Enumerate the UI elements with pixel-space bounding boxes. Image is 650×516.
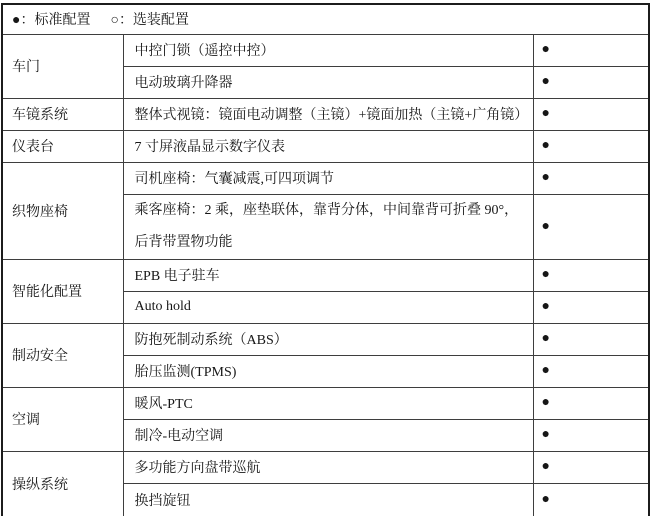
table-row	[2, 259, 649, 291]
feature-cell: 整体式视镜：镜面电动调整（主镜）+镜面加热（主镜+广角镜）	[123, 98, 533, 130]
feature-cell: 换挡旋钮	[123, 483, 533, 516]
table-row	[2, 34, 649, 66]
feature-text-line1: 乘客座椅：2 乘，座垫联体，靠背分体，中间靠背可折叠 90°，	[134, 202, 519, 218]
standard-marker-cell	[533, 34, 649, 66]
standard-marker-cell	[533, 66, 649, 98]
feature-cell: 电动玻璃升降器	[123, 66, 533, 98]
standard-config-icon: ●	[12, 13, 21, 29]
optional-config-icon: ○	[110, 13, 119, 29]
table-row	[2, 323, 649, 355]
legend-standard	[12, 13, 90, 28]
category-cell: 操纵系统	[2, 451, 123, 516]
feature-text-line2: 后背带置物功能	[134, 234, 233, 250]
standard-marker-cell	[533, 162, 649, 194]
standard-marker-cell	[533, 130, 649, 162]
feature-cell: 司机座椅：气囊减震,可四项调节	[123, 162, 533, 194]
filled-circle-icon: ●	[541, 299, 550, 314]
feature-cell: 7 寸屏液晶显示数字仪表	[123, 130, 533, 162]
table-row	[2, 162, 649, 194]
standard-marker-cell	[533, 451, 649, 483]
category-cell: 制动安全	[2, 323, 123, 387]
feature-cell: 多功能方向盘带巡航	[123, 451, 533, 483]
standard-marker-cell	[533, 419, 649, 451]
feature-cell: 胎压监测(TPMS)	[123, 355, 533, 387]
filled-circle-icon: ●	[541, 138, 550, 153]
category-cell: 仪表台	[2, 130, 123, 162]
category-cell: 织物座椅	[2, 162, 123, 259]
table-row	[2, 130, 649, 162]
filled-circle-icon: ●	[541, 491, 550, 507]
standard-marker-cell	[533, 387, 649, 419]
table-row	[2, 387, 649, 419]
standard-marker-cell	[533, 355, 649, 387]
standard-marker-cell	[533, 323, 649, 355]
filled-circle-icon: ●	[541, 106, 550, 121]
feature-cell: 暖风-PTC	[123, 387, 533, 419]
filled-circle-icon: ●	[541, 218, 550, 234]
filled-circle-icon: ●	[541, 459, 550, 474]
standard-marker-cell	[533, 483, 649, 516]
filled-circle-icon: ●	[541, 363, 550, 378]
table-row	[2, 451, 649, 483]
legend-optional	[110, 13, 188, 28]
category-cell: 车镜系统	[2, 98, 123, 130]
standard-marker-cell	[533, 291, 649, 323]
legend-standard-label: ：标准配置	[20, 13, 91, 29]
feature-cell: EPB 电子驻车	[123, 259, 533, 291]
table-row	[2, 98, 649, 130]
filled-circle-icon: ●	[541, 395, 550, 410]
feature-cell: 防抱死制动系统（ABS）	[123, 323, 533, 355]
filled-circle-icon: ●	[541, 42, 550, 57]
filled-circle-icon: ●	[541, 331, 550, 346]
legend-row	[2, 4, 649, 34]
vehicle-config-table	[1, 3, 650, 516]
category-cell: 智能化配置	[2, 259, 123, 323]
category-cell: 空调	[2, 387, 123, 451]
legend-cell	[2, 4, 649, 34]
legend-optional-label: ：选装配置	[118, 13, 189, 29]
standard-marker-cell	[533, 259, 649, 291]
feature-cell: 中控门锁（遥控中控）	[123, 34, 533, 66]
filled-circle-icon: ●	[541, 170, 550, 185]
filled-circle-icon: ●	[541, 267, 550, 282]
filled-circle-icon: ●	[541, 427, 550, 442]
category-cell: 车门	[2, 34, 123, 98]
feature-cell: 制冷-电动空调	[123, 419, 533, 451]
feature-cell: Auto hold	[123, 291, 533, 323]
feature-cell	[123, 194, 533, 259]
standard-marker-cell	[533, 98, 649, 130]
standard-marker-cell	[533, 194, 649, 259]
filled-circle-icon: ●	[541, 74, 550, 89]
